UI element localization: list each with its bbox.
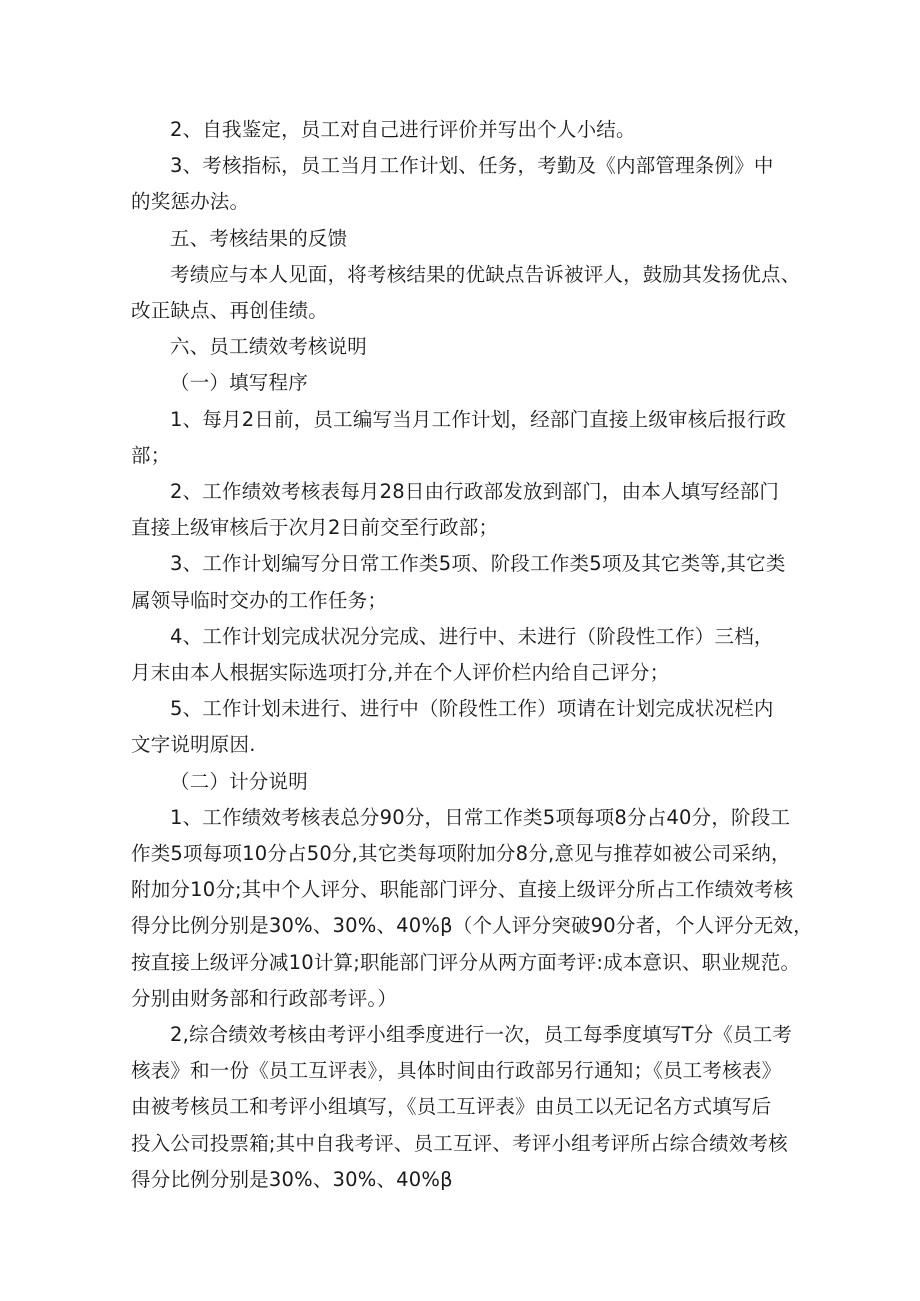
text-line: 六、员工绩效考核说明 xyxy=(170,335,368,359)
text-line: 得分比例分别是30%、30%、40%β xyxy=(131,1167,453,1191)
text-line: 4、工作计划完成状况分完成、进行中、未进行（阶段性工作）三档， xyxy=(170,624,774,648)
paragraph-procedure-5 xyxy=(131,691,811,763)
text-line: 2、工作绩效考核表每月28日由行政部发放到部门，由本人填写经部门 xyxy=(170,480,780,504)
text-line: 改正缺点、再创佳绩。 xyxy=(131,299,329,323)
text-line: 3、工作计划编写分日常工作类5项、阶段工作类5项及其它类等,其它类 xyxy=(170,552,786,576)
text-line: 3、考核指标，员工当月工作计划、任务，考勤及《内部管理条例》中 xyxy=(170,154,774,178)
text-line: 1、工作绩效考核表总分90分，日常工作类5项每项8分占40分，阶段工 xyxy=(170,805,791,829)
text-line: 的奖惩办法。 xyxy=(131,190,250,214)
text-line: 月末由本人根据实际选项打分,并在个人评价栏内给自己评分； xyxy=(131,661,670,685)
text-line: 属领导临时交办的工作任务； xyxy=(131,588,388,612)
document-body xyxy=(131,112,811,1198)
text-line: 5、工作计划未进行、进行中（阶段性工作）项请在计划完成状况栏内 xyxy=(170,697,774,721)
text-line: 直接上级审核后于次月2日前交至行政部； xyxy=(131,516,499,540)
text-line: 由被考核员工和考评小组填写，《员工互评表》由员工以无记名方式填写后 xyxy=(131,1095,772,1119)
text-line: 投入公司投票箱;其中自我考评、员工互评、考评小组考评所占综合绩效考核 xyxy=(131,1131,788,1155)
subsection-heading-procedure xyxy=(131,365,811,401)
text-line: 部； xyxy=(131,443,171,467)
text-line: 2、自我鉴定，员工对自己进行评价并写出个人小结。 xyxy=(170,118,636,141)
text-line: 五、考核结果的反馈 xyxy=(170,226,348,250)
text-line: 核表》和一份《员工互评表》，具体时间由行政部另行通知；《员工考核表》 xyxy=(131,1059,782,1083)
text-line: 1、每月2日前，员工编写当月工作计划，经部门直接上级审核后报行政 xyxy=(170,407,787,431)
paragraph-scoring-2 xyxy=(131,1017,811,1198)
paragraph-procedure-3 xyxy=(131,546,811,618)
paragraph-procedure-2 xyxy=(131,474,811,546)
paragraph-procedure-1 xyxy=(131,402,811,474)
section-heading-explanation xyxy=(131,329,811,365)
text-line: 作类5项每项10分占50分,其它类每项附加分8分,意见与推荐如被公司采纳， xyxy=(131,842,791,866)
paragraph-procedure-4 xyxy=(131,619,811,691)
text-line: 考绩应与本人见面，将考核结果的优缺点告诉被评人，鼓励其发扬优点、 xyxy=(170,262,801,286)
text-line: （一）填写程序 xyxy=(170,371,308,395)
text-line: （二）计分说明 xyxy=(170,769,308,793)
text-line: 文字说明原因. xyxy=(131,733,256,757)
text-line: 按直接上级评分减10计算;职能部门评分从两方面考评:成本意识、职业规范。 xyxy=(131,950,801,974)
paragraph-self-assessment xyxy=(131,112,811,148)
paragraph-scoring-1 xyxy=(131,800,811,1017)
text-line: 分别由财务部和行政部考评。） xyxy=(131,986,398,1010)
subsection-heading-scoring xyxy=(131,764,811,800)
section-heading-feedback xyxy=(131,221,811,257)
paragraph-feedback xyxy=(131,257,811,329)
text-line: 得分比例分别是30%、30%、40%β（个人评分突破90分者，个人评分无效， xyxy=(131,914,813,938)
text-line: 附加分10分;其中个人评分、职能部门评分、直接上级评分所占工作绩效考核 xyxy=(131,878,794,902)
text-line: 2,综合绩效考核由考评小组季度进行一次，员工每季度填写T分《员工考 xyxy=(170,1023,793,1047)
paragraph-assessment-indicators xyxy=(131,148,811,220)
